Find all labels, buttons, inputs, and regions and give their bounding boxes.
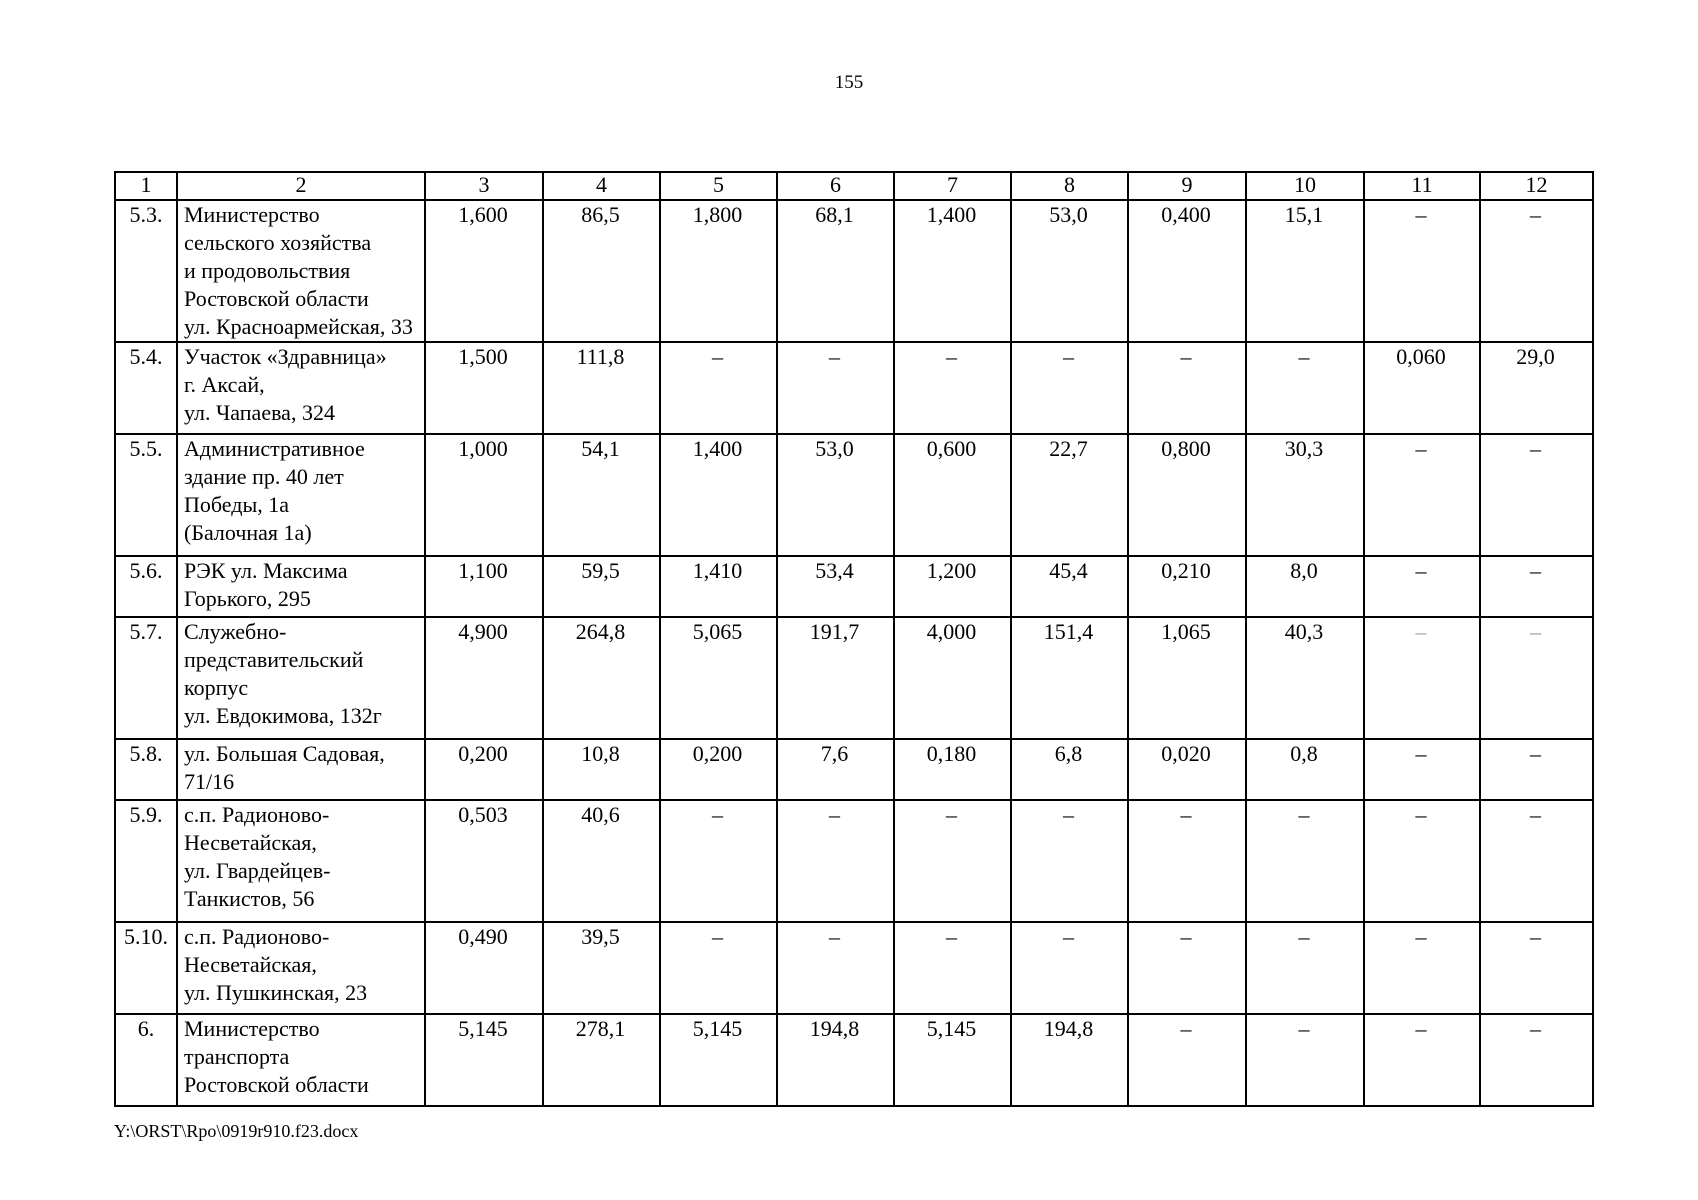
value-cell: 5,065 bbox=[660, 617, 777, 739]
value-cell: – bbox=[1246, 922, 1364, 1014]
object-name-cell: Служебно- представительский корпус ул. Евдокимова, 132г bbox=[177, 617, 425, 739]
object-name-cell: Министерство сельского хозяйства и продовольствия Ростовской области ул. Красноармейская, 33 bbox=[177, 200, 425, 342]
value-cell: 0,600 bbox=[894, 434, 1011, 556]
row-number-cell: 5.6. bbox=[115, 556, 177, 617]
value-cell: 0,210 bbox=[1128, 556, 1246, 617]
value-cell: – bbox=[1128, 922, 1246, 1014]
value-cell: – bbox=[1128, 800, 1246, 922]
value-cell: 194,8 bbox=[777, 1014, 894, 1106]
value-cell: – bbox=[660, 800, 777, 922]
value-cell: 30,3 bbox=[1246, 434, 1364, 556]
value-cell: 1,500 bbox=[425, 342, 543, 434]
value-cell: 53,0 bbox=[777, 434, 894, 556]
row-number-cell: 5.8. bbox=[115, 739, 177, 800]
value-cell: – bbox=[1011, 800, 1128, 922]
object-name-cell: Министерство транспорта Ростовской области bbox=[177, 1014, 425, 1106]
column-header: 9 bbox=[1128, 172, 1246, 200]
value-cell: – bbox=[1364, 739, 1480, 800]
data-table bbox=[114, 171, 1594, 1107]
value-cell: 151,4 bbox=[1011, 617, 1128, 739]
value-cell: 15,1 bbox=[1246, 200, 1364, 342]
value-cell: – bbox=[1480, 556, 1593, 617]
value-cell: – bbox=[1480, 1014, 1593, 1106]
value-cell: – bbox=[1011, 342, 1128, 434]
value-cell: 1,600 bbox=[425, 200, 543, 342]
table-row bbox=[115, 200, 1593, 342]
row-number-cell: 5.10. bbox=[115, 922, 177, 1014]
column-header: 3 bbox=[425, 172, 543, 200]
value-cell: – bbox=[1480, 434, 1593, 556]
value-cell: – bbox=[1364, 617, 1480, 739]
value-cell: 194,8 bbox=[1011, 1014, 1128, 1106]
value-cell: 53,0 bbox=[1011, 200, 1128, 342]
value-cell: 68,1 bbox=[777, 200, 894, 342]
column-header: 12 bbox=[1480, 172, 1593, 200]
value-cell: 111,8 bbox=[543, 342, 660, 434]
value-cell: 5,145 bbox=[660, 1014, 777, 1106]
value-cell: 45,4 bbox=[1011, 556, 1128, 617]
value-cell: 86,5 bbox=[543, 200, 660, 342]
page-number: 155 bbox=[834, 72, 864, 93]
table-body bbox=[115, 200, 1593, 1106]
value-cell: 29,0 bbox=[1480, 342, 1593, 434]
value-cell: 1,410 bbox=[660, 556, 777, 617]
value-cell: – bbox=[1480, 200, 1593, 342]
value-cell: 6,8 bbox=[1011, 739, 1128, 800]
value-cell: 278,1 bbox=[543, 1014, 660, 1106]
column-header: 4 bbox=[543, 172, 660, 200]
object-name-cell: с.п. Радионово- Несветайская, ул. Пушкинская, 23 bbox=[177, 922, 425, 1014]
object-name-cell: ул. Большая Садовая, 71/16 bbox=[177, 739, 425, 800]
value-cell: – bbox=[1364, 434, 1480, 556]
column-header: 2 bbox=[177, 172, 425, 200]
row-number-cell: 5.4. bbox=[115, 342, 177, 434]
value-cell: – bbox=[1364, 922, 1480, 1014]
value-cell: 0,020 bbox=[1128, 739, 1246, 800]
value-cell: – bbox=[1246, 1014, 1364, 1106]
value-cell: – bbox=[1364, 556, 1480, 617]
value-cell: – bbox=[777, 800, 894, 922]
value-cell: 1,200 bbox=[894, 556, 1011, 617]
column-header: 7 bbox=[894, 172, 1011, 200]
value-cell: 0,400 bbox=[1128, 200, 1246, 342]
value-cell: 54,1 bbox=[543, 434, 660, 556]
value-cell: – bbox=[660, 342, 777, 434]
value-cell: 7,6 bbox=[777, 739, 894, 800]
column-header: 1 bbox=[115, 172, 177, 200]
table-row bbox=[115, 1014, 1593, 1106]
value-cell: 5,145 bbox=[894, 1014, 1011, 1106]
value-cell: 0,200 bbox=[425, 739, 543, 800]
table-row bbox=[115, 434, 1593, 556]
table-header-row bbox=[115, 172, 1593, 200]
value-cell: 1,400 bbox=[894, 200, 1011, 342]
value-cell: – bbox=[894, 342, 1011, 434]
value-cell: – bbox=[777, 922, 894, 1014]
object-name-cell: Участок «Здравница» г. Аксай, ул. Чапаева, 324 bbox=[177, 342, 425, 434]
value-cell: 22,7 bbox=[1011, 434, 1128, 556]
value-cell: 8,0 bbox=[1246, 556, 1364, 617]
value-cell: – bbox=[1480, 617, 1593, 739]
value-cell: 0,200 bbox=[660, 739, 777, 800]
value-cell: 0,490 bbox=[425, 922, 543, 1014]
value-cell: 1,100 bbox=[425, 556, 543, 617]
value-cell: – bbox=[1011, 922, 1128, 1014]
column-header: 8 bbox=[1011, 172, 1128, 200]
value-cell: 0,180 bbox=[894, 739, 1011, 800]
row-number-cell: 5.7. bbox=[115, 617, 177, 739]
column-header: 10 bbox=[1246, 172, 1364, 200]
column-header: 6 bbox=[777, 172, 894, 200]
table-row bbox=[115, 800, 1593, 922]
value-cell: 10,8 bbox=[543, 739, 660, 800]
object-name-cell: РЭК ул. Максима Горького, 295 bbox=[177, 556, 425, 617]
value-cell: – bbox=[777, 342, 894, 434]
value-cell: – bbox=[894, 800, 1011, 922]
value-cell: – bbox=[1364, 1014, 1480, 1106]
value-cell: – bbox=[894, 922, 1011, 1014]
value-cell: – bbox=[1246, 800, 1364, 922]
value-cell: – bbox=[1364, 200, 1480, 342]
value-cell: – bbox=[660, 922, 777, 1014]
column-header: 5 bbox=[660, 172, 777, 200]
value-cell: 1,800 bbox=[660, 200, 777, 342]
column-header: 11 bbox=[1364, 172, 1480, 200]
object-name-cell: с.п. Радионово- Несветайская, ул. Гвардейцев- Танкистов, 56 bbox=[177, 800, 425, 922]
table-row bbox=[115, 739, 1593, 800]
table-row bbox=[115, 556, 1593, 617]
footer-file-path: Y:\ORST\Rpo\0919r910.f23.docx bbox=[114, 1121, 359, 1141]
value-cell: – bbox=[1128, 1014, 1246, 1106]
table-row bbox=[115, 617, 1593, 739]
row-number-cell: 5.5. bbox=[115, 434, 177, 556]
value-cell: 264,8 bbox=[543, 617, 660, 739]
value-cell: – bbox=[1128, 342, 1246, 434]
row-number-cell: 6. bbox=[115, 1014, 177, 1106]
value-cell: 1,000 bbox=[425, 434, 543, 556]
value-cell: 191,7 bbox=[777, 617, 894, 739]
row-number-cell: 5.3. bbox=[115, 200, 177, 342]
value-cell: 0,800 bbox=[1128, 434, 1246, 556]
value-cell: 4,000 bbox=[894, 617, 1011, 739]
value-cell: 5,145 bbox=[425, 1014, 543, 1106]
value-cell: 1,065 bbox=[1128, 617, 1246, 739]
table-row bbox=[115, 342, 1593, 434]
row-number-cell: 5.9. bbox=[115, 800, 177, 922]
value-cell: 4,900 bbox=[425, 617, 543, 739]
value-cell: – bbox=[1364, 800, 1480, 922]
value-cell: – bbox=[1480, 922, 1593, 1014]
value-cell: 59,5 bbox=[543, 556, 660, 617]
value-cell: 39,5 bbox=[543, 922, 660, 1014]
value-cell: 40,3 bbox=[1246, 617, 1364, 739]
value-cell: 0,8 bbox=[1246, 739, 1364, 800]
value-cell: – bbox=[1480, 800, 1593, 922]
value-cell: – bbox=[1480, 739, 1593, 800]
value-cell: 1,400 bbox=[660, 434, 777, 556]
value-cell: – bbox=[1246, 342, 1364, 434]
value-cell: 40,6 bbox=[543, 800, 660, 922]
object-name-cell: Административное здание пр. 40 лет Победы, 1а (Балочная 1а) bbox=[177, 434, 425, 556]
value-cell: 0,503 bbox=[425, 800, 543, 922]
value-cell: 53,4 bbox=[777, 556, 894, 617]
table-row bbox=[115, 922, 1593, 1014]
value-cell: 0,060 bbox=[1364, 342, 1480, 434]
